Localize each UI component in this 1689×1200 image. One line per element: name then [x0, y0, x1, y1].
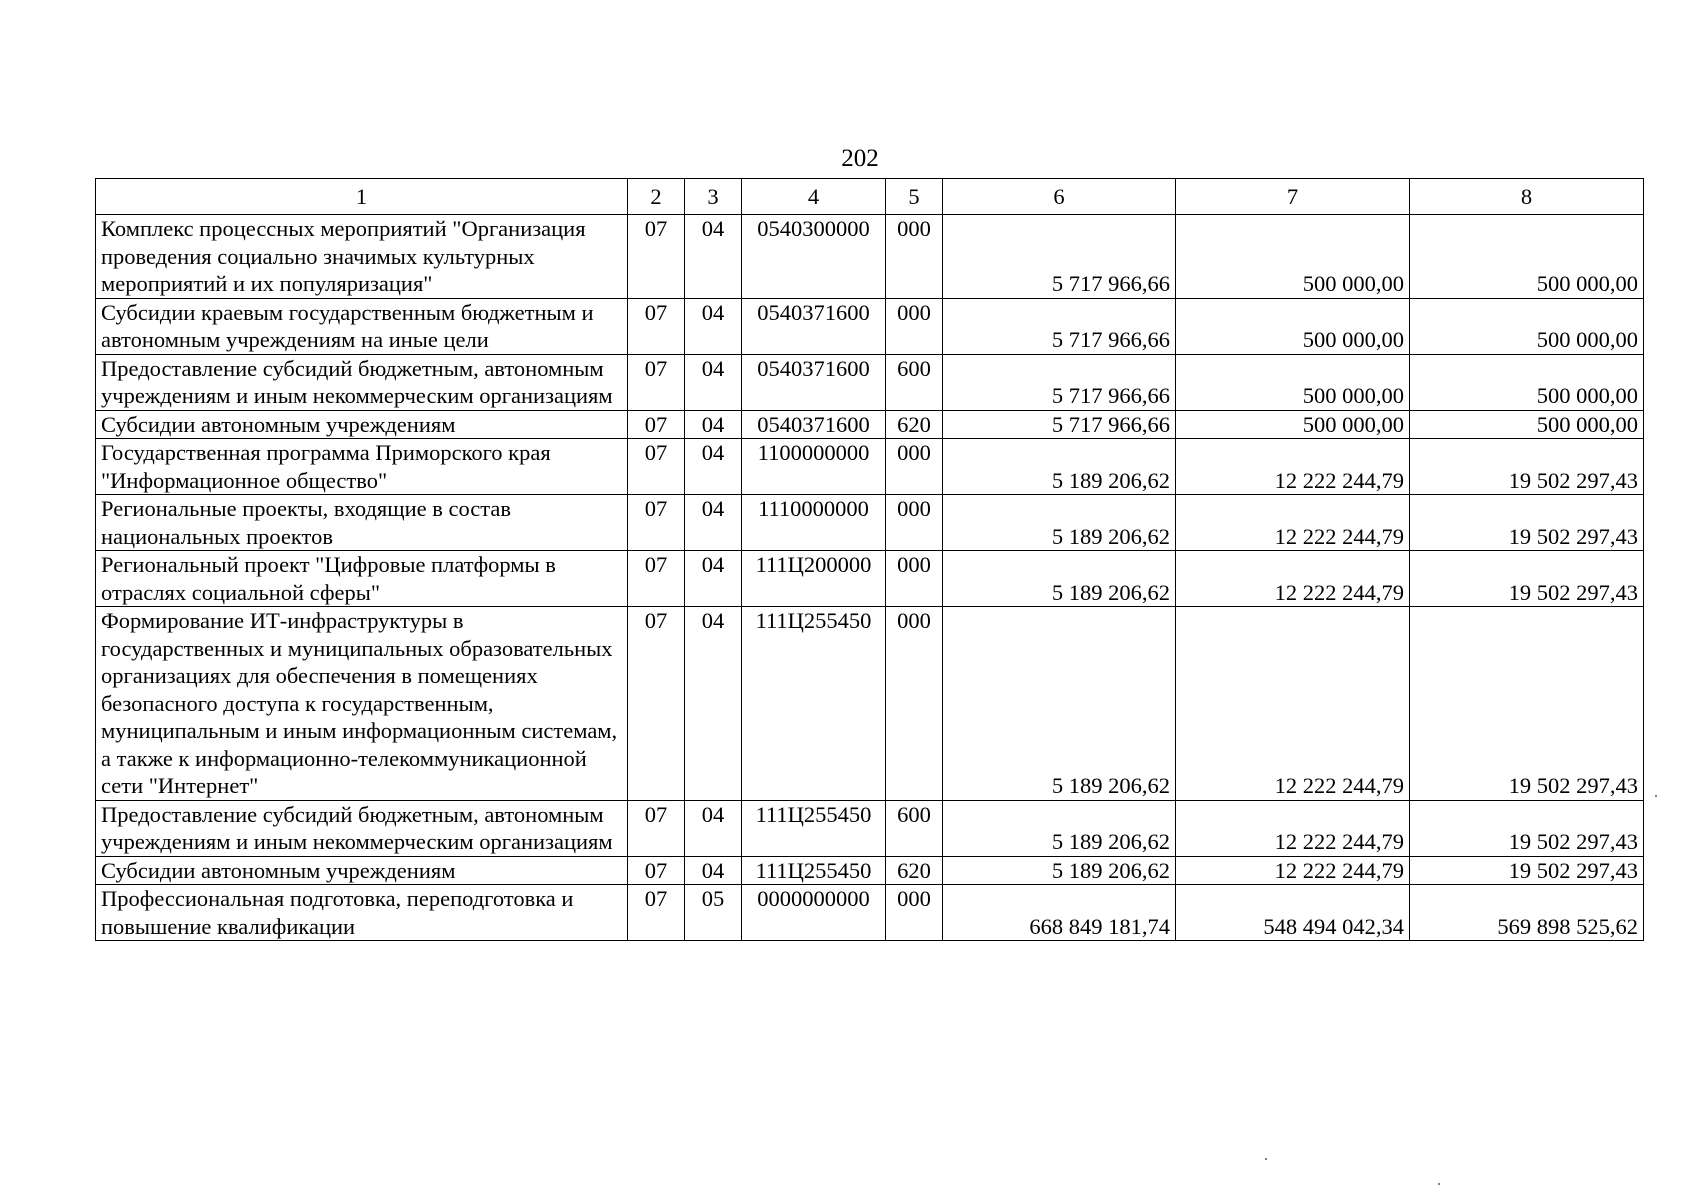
amount-cell-col8: 19 502 297,43 [1410, 800, 1644, 856]
scan-speck [1655, 795, 1657, 797]
row-name-cell: Комплекс процессных мероприятий "Организация проведения социально значимых культурных мероприятий и их популяризация" [96, 215, 628, 299]
row-name-cell: Предоставление субсидий бюджетным, автономным учреждениям и иным некоммерческим организациям [96, 800, 628, 856]
expense-type-cell: 000 [886, 551, 943, 607]
target-article-cell: 111Ц200000 [742, 551, 886, 607]
scan-speck [1438, 1183, 1440, 1185]
expense-type-cell: 000 [886, 439, 943, 495]
section-code-cell: 07 [628, 885, 685, 941]
expense-type-cell: 600 [886, 800, 943, 856]
header-cell-7: 7 [1176, 179, 1410, 215]
row-name-cell: Предоставление субсидий бюджетным, автономным учреждениям и иным некоммерческим организациям [96, 354, 628, 410]
amount-cell-col8: 500 000,00 [1410, 298, 1644, 354]
subsection-code-cell: 04 [685, 551, 742, 607]
amount-cell-col7: 12 222 244,79 [1176, 607, 1410, 801]
amount-cell-col7: 12 222 244,79 [1176, 551, 1410, 607]
amount-cell-col6: 5 189 206,62 [943, 551, 1176, 607]
subsection-code-cell: 04 [685, 354, 742, 410]
amount-cell-col6: 5 189 206,62 [943, 439, 1176, 495]
target-article-cell: 0540300000 [742, 215, 886, 299]
table-row [96, 800, 1644, 856]
subsection-code-cell: 04 [685, 800, 742, 856]
table-row [96, 354, 1644, 410]
target-article-cell: 0000000000 [742, 885, 886, 941]
row-name-cell: Субсидии краевым государственным бюджетным и автономным учреждениям на иные цели [96, 298, 628, 354]
subsection-code-cell: 04 [685, 410, 742, 439]
subsection-code-cell: 05 [685, 885, 742, 941]
expense-type-cell: 000 [886, 607, 943, 801]
table-row [96, 410, 1644, 439]
header-row [96, 179, 1644, 215]
row-name-cell: Субсидии автономным учреждениям [96, 410, 628, 439]
amount-cell-col8: 500 000,00 [1410, 410, 1644, 439]
amount-cell-col6: 668 849 181,74 [943, 885, 1176, 941]
amount-cell-col8: 19 502 297,43 [1410, 439, 1644, 495]
amount-cell-col7: 12 222 244,79 [1176, 800, 1410, 856]
page-number: 202 [841, 145, 879, 172]
table-row [96, 607, 1644, 801]
target-article-cell: 111Ц255450 [742, 607, 886, 801]
amount-cell-col7: 500 000,00 [1176, 298, 1410, 354]
amount-cell-col7: 12 222 244,79 [1176, 856, 1410, 885]
amount-cell-col7: 12 222 244,79 [1176, 439, 1410, 495]
section-code-cell: 07 [628, 298, 685, 354]
table-row [96, 215, 1644, 299]
subsection-code-cell: 04 [685, 215, 742, 299]
subsection-code-cell: 04 [685, 607, 742, 801]
header-cell-1: 1 [96, 179, 628, 215]
scan-speck [1265, 1158, 1267, 1160]
table-row [96, 885, 1644, 941]
target-article-cell: 111Ц255450 [742, 800, 886, 856]
amount-cell-col7: 548 494 042,34 [1176, 885, 1410, 941]
section-code-cell: 07 [628, 495, 685, 551]
header-cell-8: 8 [1410, 179, 1644, 215]
table-row [96, 856, 1644, 885]
target-article-cell: 0540371600 [742, 410, 886, 439]
section-code-cell: 07 [628, 410, 685, 439]
row-name-cell: Субсидии автономным учреждениям [96, 856, 628, 885]
amount-cell-col7: 500 000,00 [1176, 354, 1410, 410]
amount-cell-col8: 569 898 525,62 [1410, 885, 1644, 941]
expense-type-cell: 620 [886, 410, 943, 439]
amount-cell-col8: 19 502 297,43 [1410, 856, 1644, 885]
subsection-code-cell: 04 [685, 439, 742, 495]
target-article-cell: 0540371600 [742, 298, 886, 354]
row-name-cell: Региональный проект "Цифровые платформы в отраслях социальной сферы" [96, 551, 628, 607]
amount-cell-col6: 5 189 206,62 [943, 495, 1176, 551]
header-cell-3: 3 [685, 179, 742, 215]
amount-cell-col6: 5 189 206,62 [943, 607, 1176, 801]
target-article-cell: 0540371600 [742, 354, 886, 410]
budget-table [95, 178, 1644, 941]
section-code-cell: 07 [628, 354, 685, 410]
amount-cell-col6: 5 717 966,66 [943, 215, 1176, 299]
subsection-code-cell: 04 [685, 298, 742, 354]
table-row [96, 439, 1644, 495]
amount-cell-col8: 19 502 297,43 [1410, 607, 1644, 801]
header-cell-2: 2 [628, 179, 685, 215]
table-row [96, 495, 1644, 551]
amount-cell-col7: 500 000,00 [1176, 410, 1410, 439]
amount-cell-col6: 5 189 206,62 [943, 856, 1176, 885]
expense-type-cell: 000 [886, 495, 943, 551]
amount-cell-col6: 5 189 206,62 [943, 800, 1176, 856]
section-code-cell: 07 [628, 439, 685, 495]
subsection-code-cell: 04 [685, 856, 742, 885]
table-row [96, 551, 1644, 607]
subsection-code-cell: 04 [685, 495, 742, 551]
target-article-cell: 1110000000 [742, 495, 886, 551]
section-code-cell: 07 [628, 607, 685, 801]
row-name-cell: Региональные проекты, входящие в состав национальных проектов [96, 495, 628, 551]
section-code-cell: 07 [628, 551, 685, 607]
amount-cell-col7: 12 222 244,79 [1176, 495, 1410, 551]
section-code-cell: 07 [628, 856, 685, 885]
header-cell-6: 6 [943, 179, 1176, 215]
amount-cell-col8: 500 000,00 [1410, 354, 1644, 410]
expense-type-cell: 000 [886, 885, 943, 941]
target-article-cell: 111Ц255450 [742, 856, 886, 885]
expense-type-cell: 600 [886, 354, 943, 410]
target-article-cell: 1100000000 [742, 439, 886, 495]
amount-cell-col8: 500 000,00 [1410, 215, 1644, 299]
amount-cell-col8: 19 502 297,43 [1410, 551, 1644, 607]
amount-cell-col6: 5 717 966,66 [943, 410, 1176, 439]
amount-cell-col7: 500 000,00 [1176, 215, 1410, 299]
row-name-cell: Государственная программа Приморского края "Информационное общество" [96, 439, 628, 495]
table-row [96, 298, 1644, 354]
amount-cell-col6: 5 717 966,66 [943, 354, 1176, 410]
amount-cell-col6: 5 717 966,66 [943, 298, 1176, 354]
section-code-cell: 07 [628, 215, 685, 299]
section-code-cell: 07 [628, 800, 685, 856]
expense-type-cell: 000 [886, 298, 943, 354]
header-cell-4: 4 [742, 179, 886, 215]
expense-type-cell: 000 [886, 215, 943, 299]
header-cell-5: 5 [886, 179, 943, 215]
amount-cell-col8: 19 502 297,43 [1410, 495, 1644, 551]
row-name-cell: Формирование ИТ-инфраструктуры в государственных и муниципальных образовательных организациях для обеспечения в помещениях безопасного доступа к государственным, муниципальным и иным информационным системам, а также к информационно-телекоммуникационной сети "Интернет" [96, 607, 628, 801]
row-name-cell: Профессиональная подготовка, переподготовка и повышение квалификации [96, 885, 628, 941]
expense-type-cell: 620 [886, 856, 943, 885]
